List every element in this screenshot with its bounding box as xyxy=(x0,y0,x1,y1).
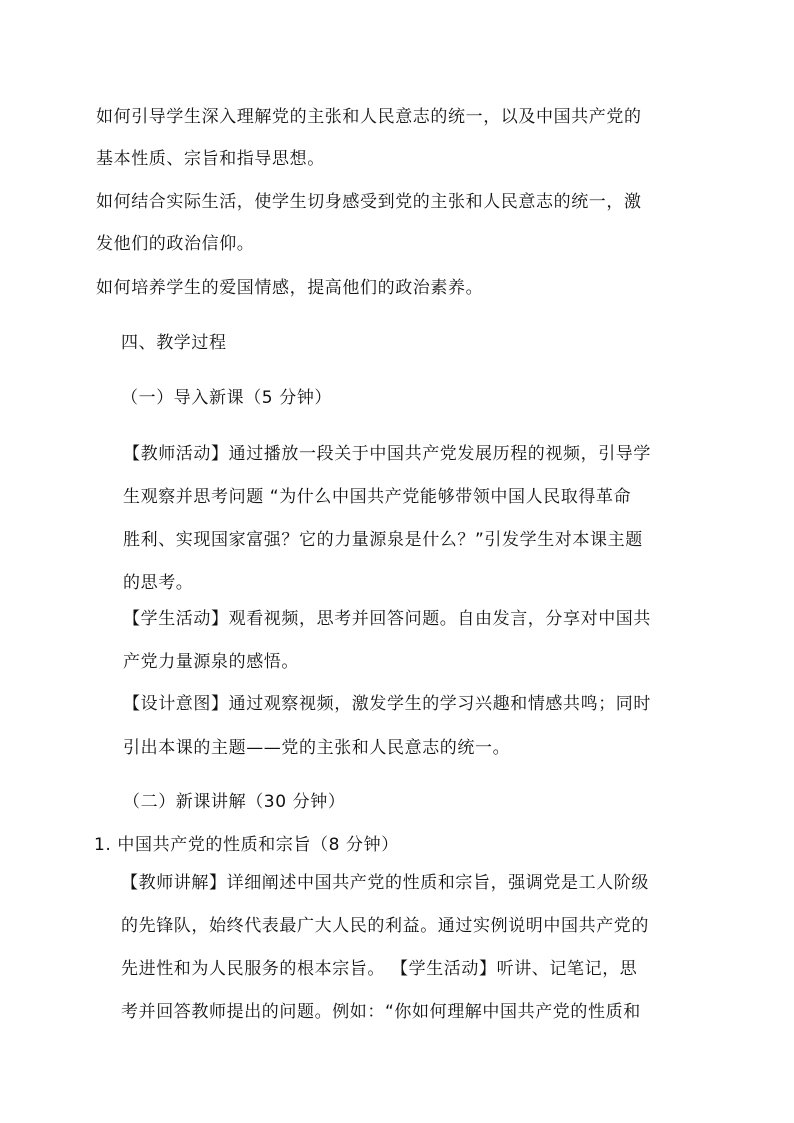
teacher-activity-line: 【教师活动】通过播放一段关于中国共产党发展历程的视频，引导学 xyxy=(123,444,651,464)
subsection-heading: （一）导入新课（5 分钟） xyxy=(121,388,333,408)
paragraph-line: 发他们的政治信仰。 xyxy=(96,234,255,254)
subsection-heading: （二）新课讲解（30 分钟） xyxy=(123,792,346,812)
teacher-lecture-line: 【教师讲解】详细阐述中国共产党的性质和宗旨，强调党是工人阶级 xyxy=(121,873,649,893)
teacher-lecture-line: 的先锋队，始终代表最广大人民的利益。通过实例说明中国共产党的 xyxy=(121,916,649,936)
student-activity-line: 【学生活动】观看视频，思考并回答问题。自由发言，分享对中国共 xyxy=(123,609,651,629)
student-activity-line: 产党力量源泉的感悟。 xyxy=(123,652,299,672)
teacher-lecture-line: 先进性和为人民服务的根本宗旨。 【学生活动】听讲、记笔记，思 xyxy=(121,959,638,979)
paragraph-line: 如何结合实际生活，使学生切身感受到党的主张和人民意志的统一，激 xyxy=(96,192,642,212)
paragraph-line: 如何培养学生的爱国情感，提高他们的政治素养。 xyxy=(96,278,484,298)
teacher-activity-line: 生观察并思考问题 “为什么中国共产党能够带领中国人民取得革命 xyxy=(123,487,632,507)
design-intent-line: 【设计意图】通过观察视频，激发学生的学习兴趣和情感共鸣；同时 xyxy=(123,694,651,714)
paragraph-line: 如何引导学生深入理解党的主张和人民意志的统一，以及中国共产党的 xyxy=(96,107,642,127)
section-heading: 四、教学过程 xyxy=(121,333,227,353)
teacher-activity-line: 胜利、实现国家富强？它的力量源泉是什么？”引发学生对本课主题 xyxy=(123,530,643,550)
paragraph-line: 基本性质、宗旨和指导思想。 xyxy=(96,149,325,169)
item-heading: 1. 中国共产党的性质和宗旨（8 分钟） xyxy=(94,835,399,855)
design-intent-line: 引出本课的主题——党的主张和人民意志的统一。 xyxy=(123,738,511,758)
teacher-lecture-line: 考并回答教师提出的问题。例如：“你如何理解中国共产党的性质和 xyxy=(121,1002,641,1022)
teacher-activity-line: 的思考。 xyxy=(123,573,194,593)
